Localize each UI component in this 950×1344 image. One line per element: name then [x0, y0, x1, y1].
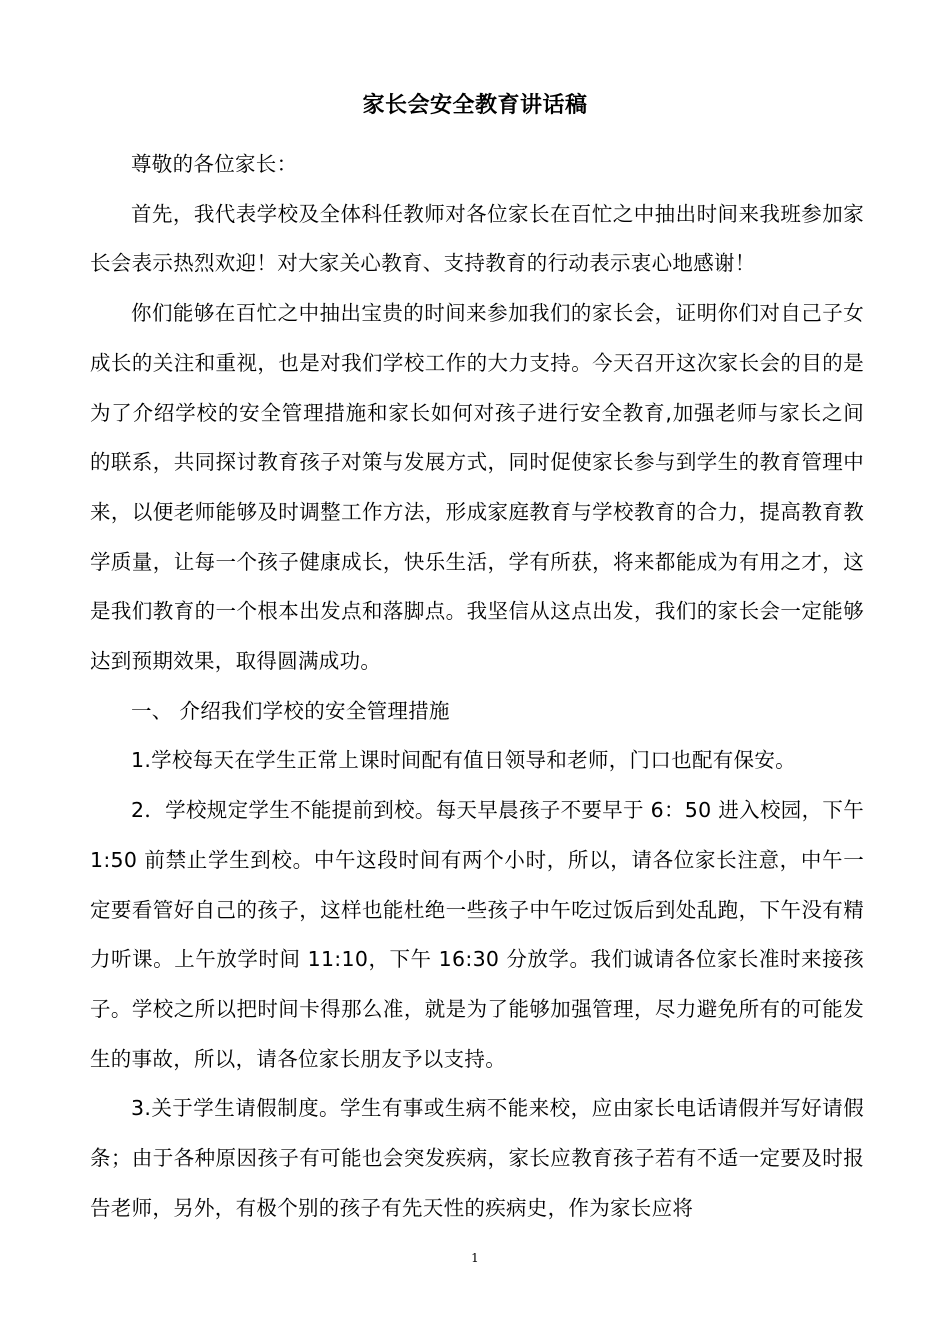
purpose-paragraph: 你们能够在百忙之中抽出宝贵的时间来参加我们的家长会，证明你们对自己子女成长的关注和重视，也是对我们学校工作的大力支持。今天召开这次家长会的目的是为了介绍学校的安全管理措施和家长如何对孩子进行安全教育,加强老师与家长之间的联系，共同探讨教育孩子对策与发展方式，同时促使家长参与到学生的教育管理中来，以便老师能够及时调整工作方法，形成家庭教育与学校教育的合力，提高教育教学质量，让每一个孩子健康成长，快乐生活，学有所获，将来都能成为有用之才，这是我们教育的一个根本出发点和落脚点。我坚信从这点出发，我们的家长会一定能够达到预期效果，取得圆满成功。	[90, 301, 864, 674]
document-body	[90, 140, 864, 1233]
measure-item-2: 2．学校规定学生不能提前到校。每天早晨孩子不要早于 6：50 进入校园，下午 1:50 前禁止学生到校。中午这段时间有两个小时，所以，请各位家长注意，中午一定要看管好自己的孩子，这样也能杜绝一些孩子中午吃过饭后到处乱跑，下午没有精力听课。上午放学时间 11:10，下午 16:30 分放学。我们诚请各位家长准时来接孩子。学校之所以把时间卡得那么准，就是为了能够加强管理，尽力避免所有的可能发生的事故，所以，请各位家长朋友予以支持。	[90, 798, 864, 1071]
measure-item-1: 1.学校每天在学生正常上课时间配有值日领导和老师，门口也配有保安。	[131, 748, 796, 773]
section-heading: 一、 介绍我们学校的安全管理措施	[131, 698, 450, 723]
measure-item-3: 3.关于学生请假制度。学生有事或生病不能来校，应由家长电话请假并写好请假条；由于各种原因孩子有可能也会突发疾病，家长应教育孩子若有不适一定要及时报告老师，另外，有极个别的孩子有先天性的疾病史，作为家长应将	[90, 1096, 864, 1220]
welcome-paragraph: 首先，我代表学校及全体科任教师对各位家长在百忙之中抽出时间来我班参加家长会表示热烈欢迎！对大家关心教育、支持教育的行动表示衷心地感谢！	[90, 201, 864, 276]
salutation-paragraph: 尊敬的各位家长：	[131, 152, 298, 176]
document-title: 家长会安全教育讲话稿	[362, 93, 588, 118]
page-number: 1	[471, 1251, 479, 1265]
